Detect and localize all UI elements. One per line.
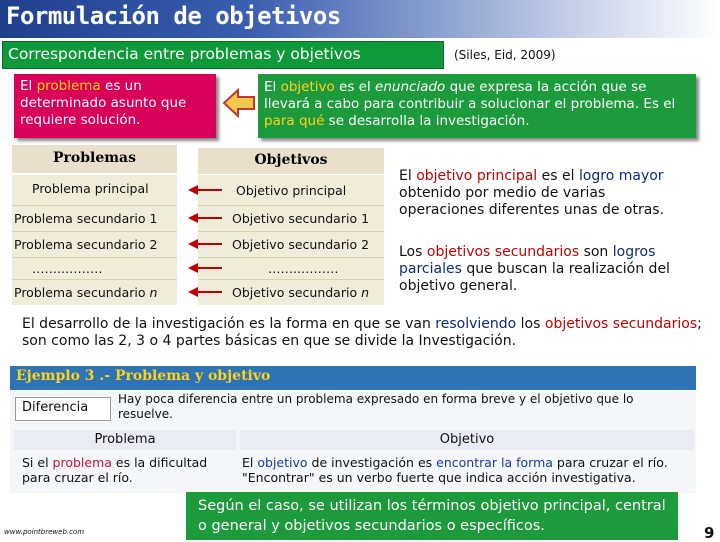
- italic-term: enunciado: [375, 79, 446, 95]
- red-arrow-icon: [188, 285, 224, 299]
- objectives-header: Objetivos: [254, 152, 328, 168]
- difference-text: Hay poca diferencia entre un problema expresado en forma breve y el objetivo que lo resuelve.: [118, 392, 634, 421]
- objective-cell: Objetivo secundario 1: [198, 205, 384, 231]
- objetivo-keyword: objetivo: [257, 455, 308, 470]
- subtitle: Correspondencia entre problemas y objetivos: [8, 45, 361, 63]
- objetivo-principal-keyword: objetivo principal: [416, 168, 538, 184]
- development-paragraph: [22, 316, 712, 350]
- text-span: para cruzar el río. "Encontrar" es un verbo fuerte que indica acción investigativa.: [242, 455, 668, 485]
- page-number: 9: [704, 524, 715, 542]
- text-span: de investigación es: [307, 455, 437, 470]
- citation: (Siles, Eid, 2009): [454, 48, 556, 62]
- text-span: son: [579, 244, 613, 260]
- text-span: es el: [334, 79, 376, 95]
- variable-n: n: [149, 285, 158, 300]
- text-span: El: [264, 79, 281, 95]
- text-span: ; son como las 2, 3 o 4 partes básicas en que se divide la Investigación.: [22, 316, 702, 349]
- secondary-objectives-note: [399, 244, 689, 295]
- problem-cell: Problema secundario 1: [12, 205, 177, 231]
- text-span: Los: [399, 244, 427, 260]
- objetivos-secundarios-keyword: objetivos secundarios: [544, 316, 698, 332]
- website-link[interactable]: www.pointbreweb.com: [4, 528, 85, 536]
- objetivos-secundarios-keyword: objetivos secundarios: [426, 244, 580, 260]
- text-span: Problema secundario: [14, 285, 150, 300]
- text-span: que expresa la acción que se llevará a cabo para contribuir a solucionar el problema. Es el: [264, 79, 676, 112]
- red-arrow-icon: [188, 261, 224, 275]
- text-span: El: [242, 455, 258, 470]
- objective-cell: ……..………: [198, 257, 384, 279]
- objective-keyword: objetivo: [280, 79, 335, 95]
- text-span: que buscan la realización del objetivo general.: [399, 261, 670, 294]
- problema-keyword: problema: [52, 455, 112, 470]
- text-span: Objetivo secundario: [232, 285, 362, 300]
- text-span: El: [20, 78, 37, 94]
- logros-parciales-keyword: logros parciales: [399, 244, 656, 277]
- example-title: Ejemplo 3 .- Problema y objetivo: [16, 368, 271, 384]
- example-objective-description: [242, 455, 694, 485]
- problem-cell: Problema secundario 2: [12, 231, 177, 257]
- objective-definition-text: [264, 79, 696, 130]
- text-span: se desarrolla la investigación.: [324, 113, 530, 129]
- red-arrow-icon: [188, 237, 224, 251]
- objective-cell: Objetivo principal: [198, 175, 384, 205]
- encontrar-la-forma-keyword: encontrar la forma: [436, 455, 553, 470]
- text-span: Si el: [22, 455, 53, 470]
- difference-label: Diferencia: [22, 400, 89, 415]
- main-objective-note: [399, 168, 689, 219]
- example-objective-header: Objetivo: [439, 432, 495, 447]
- problem-cell: [12, 279, 177, 305]
- example-problem-description: [22, 455, 232, 485]
- text-span: los: [516, 316, 545, 332]
- text-span: es un determinado asunto que requiere solución.: [20, 78, 187, 128]
- problem-cell: Problema principal: [12, 175, 177, 205]
- red-arrow-icon: [188, 211, 224, 225]
- logro-mayor-keyword: logro mayor: [578, 168, 664, 184]
- arrow-left-icon: [222, 88, 256, 118]
- text-span: El: [399, 168, 417, 184]
- page-title: Formulación de objetivos: [6, 2, 341, 30]
- objective-cell: [198, 279, 384, 305]
- problem-definition-text: [20, 78, 218, 129]
- footer-note: Según el caso, se utilizan los términos objetivo principal, central o general y objetivos secundarios o específicos.: [198, 498, 666, 534]
- problems-header: Problemas: [52, 150, 137, 166]
- example-problem-header: Problema: [94, 432, 156, 447]
- problem-cell: ……..………: [12, 257, 177, 279]
- resolviendo-keyword: resolviendo: [435, 316, 517, 332]
- problem-keyword: problema: [36, 78, 101, 94]
- text-span: es la dificultad para cruzar el río.: [22, 455, 208, 485]
- text-span: El desarrollo de la investigación es la forma en que se van: [22, 316, 436, 332]
- text-span: obtenido por medio de varias operaciones diferentes unas de otras.: [399, 185, 665, 218]
- variable-n: n: [361, 285, 370, 300]
- red-arrow-icon: [188, 183, 224, 197]
- para-que-keyword: para qué: [264, 113, 325, 129]
- objective-cell: Objetivo secundario 2: [198, 231, 384, 257]
- text-span: es el: [537, 168, 579, 184]
